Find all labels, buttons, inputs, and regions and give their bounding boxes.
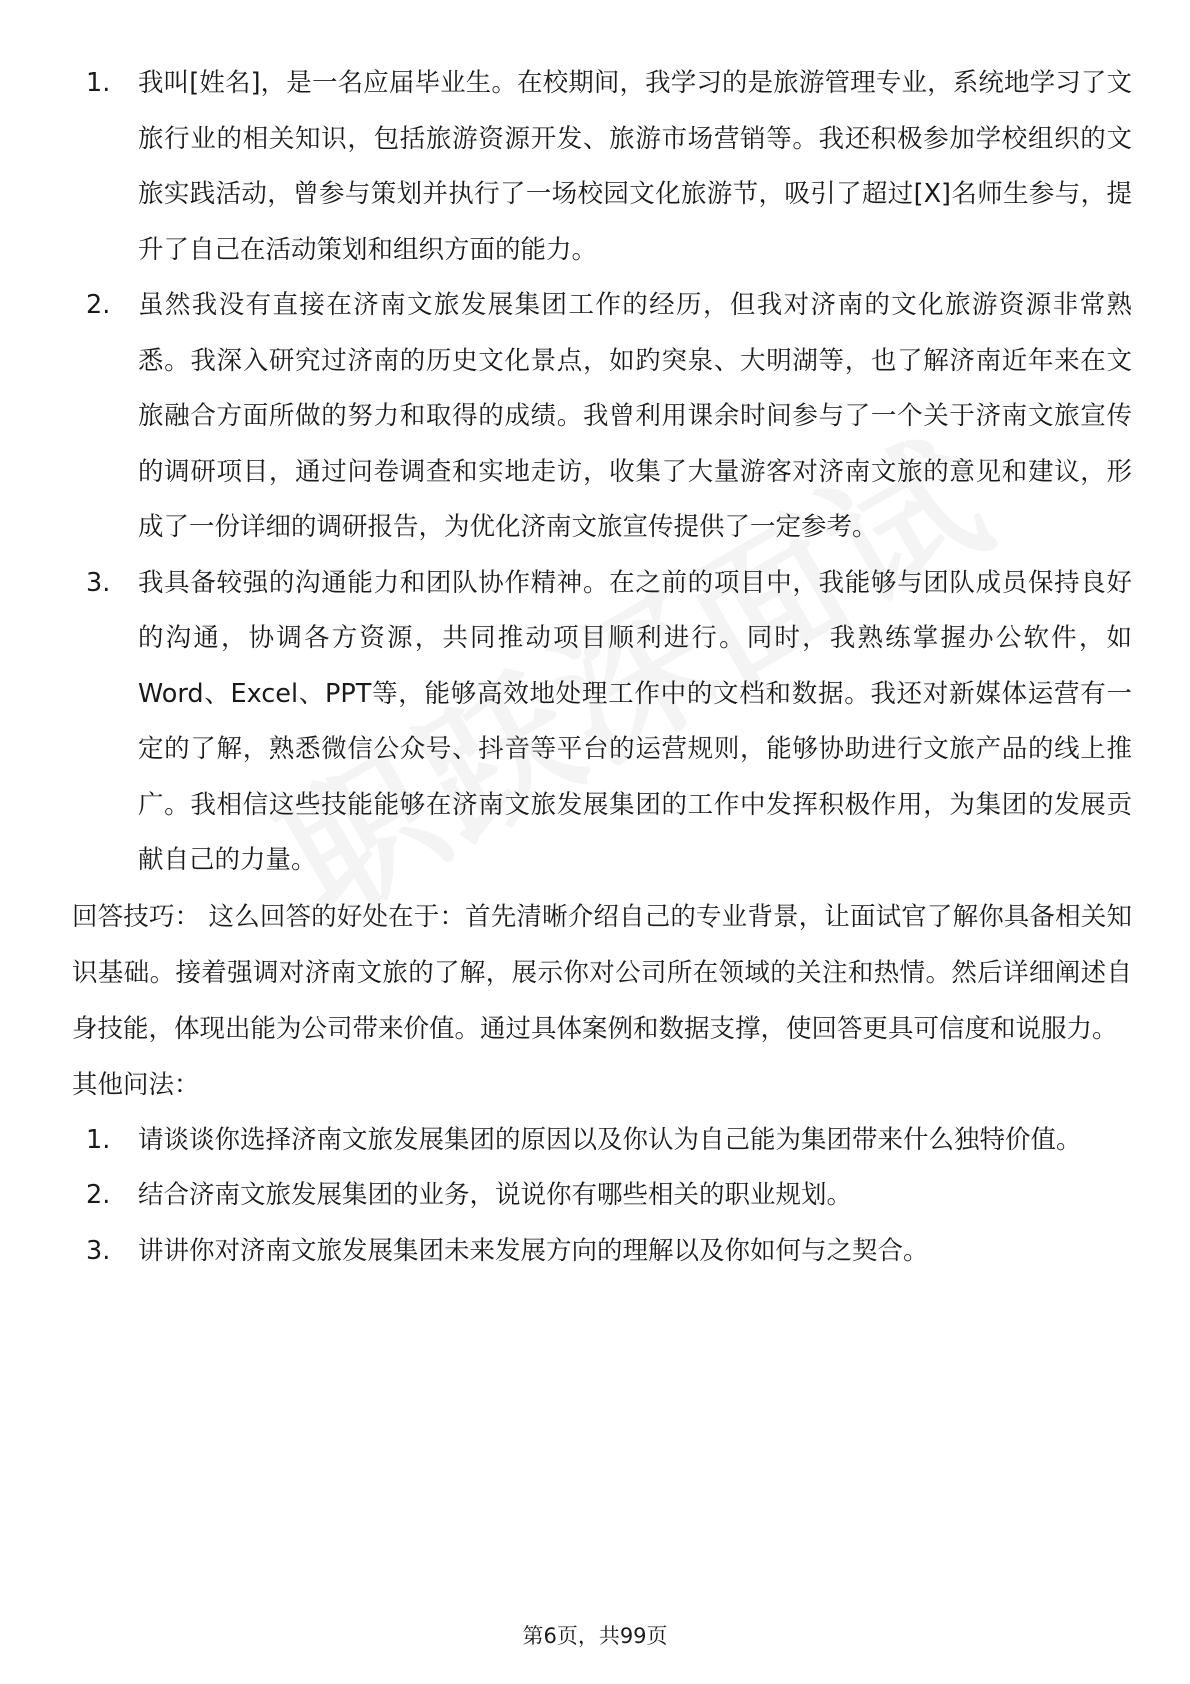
other-questions-heading: 其他问法： <box>72 1069 200 1100</box>
page-content <box>72 56 1132 1279</box>
list-number: 2. <box>86 290 111 320</box>
list-number: 2. <box>86 1180 111 1210</box>
list-text: 我具备较强的沟通能力和团队协作精神。在之前的项目中，我能够与团队成员保持良好的沟通，协调各方资源，共同推动项目顺利进行。同时，我熟练掌握办公软件，如Word、Excel、PPT等，能够高效地处理工作中的文档和数据。我还对新媒体运营有一定的了解，熟悉微信公众号、抖音等平台的运营规则，能够协助进行文旅产品的线上推广。我相信这些技能能够在济南文旅发展集团的工作中发挥积极作用，为集团的发展贡献自己的力量。 <box>138 567 1132 875</box>
list-item <box>72 1224 1132 1280</box>
list-item <box>72 1168 1132 1224</box>
list-number: 1. <box>86 1124 111 1155</box>
answer-tip: 回答技巧： 这么回答的好处在于：首先清晰介绍自己的专业背景，让面试官了解你具备相关知识基础。接着强调对济南文旅的了解，展示你对公司所在领域的关注和热情。然后详细阐述自身技能，体现出能为公司带来价值。通过具体案例和数据支撑，使回答更具可信度和说服力。 <box>72 901 1132 1044</box>
list-item <box>72 556 1132 889</box>
list-number: 1. <box>86 68 111 98</box>
page-number: 第6页，共99页 <box>522 1624 668 1648</box>
list-text: 请谈谈你选择济南文旅发展集团的原因以及你认为自己能为集团带来什么独特价值。 <box>138 1124 1082 1155</box>
other-questions-list <box>72 1113 1132 1280</box>
list-item <box>72 56 1132 278</box>
list-number: 3. <box>86 567 111 598</box>
list-item <box>72 278 1132 556</box>
list-text: 结合济南文旅发展集团的业务，说说你有哪些相关的职业规划。 <box>138 1180 853 1210</box>
list-text: 讲讲你对济南文旅发展集团未来发展方向的理解以及你如何与之契合。 <box>138 1235 929 1266</box>
list-item <box>72 1113 1132 1169</box>
list-text: 我叫[姓名]，是一名应届毕业生。在校期间，我学习的是旅游管理专业，系统地学习了文旅行业的相关知识，包括旅游资源开发、旅游市场营销等。我还积极参加学校组织的文旅实践活动，曾参与策划并执行了一场校园文化旅游节，吸引了超过[X]名师生参与，提升了自己在活动策划和组织方面的能力。 <box>138 68 1132 265</box>
list-text: 虽然我没有直接在济南文旅发展集团工作的经历，但我对济南的文化旅游资源非常熟悉。我深入研究过济南的历史文化景点，如趵突泉、大明湖等，也了解济南近年来在文旅融合方面所做的努力和取得的成绩。我曾利用课余时间参与了一个关于济南文旅宣传的调研项目，通过问卷调查和实地走访，收集了大量游客对济南文旅的意见和建议，形成了一份详细的调研报告，为优化济南文旅宣传提供了一定参考。 <box>138 290 1132 542</box>
answer-list <box>72 56 1132 889</box>
list-number: 3. <box>86 1235 111 1266</box>
